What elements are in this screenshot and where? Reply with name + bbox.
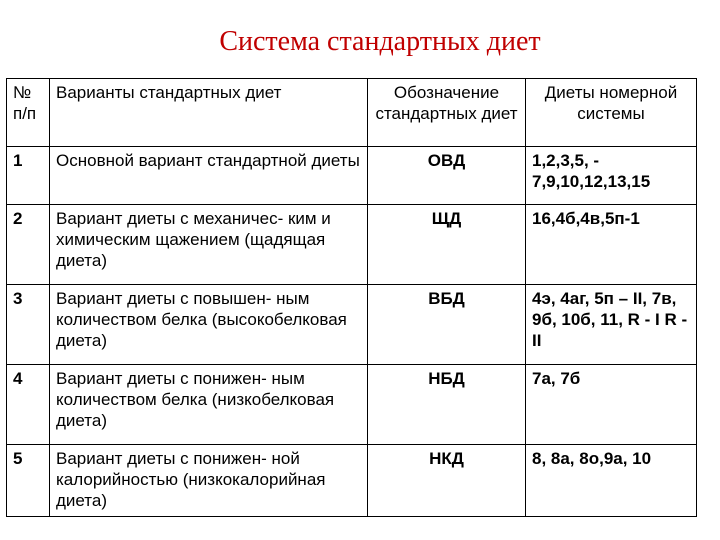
cell-number: 2 — [7, 205, 50, 285]
cell-number: 4 — [7, 365, 50, 445]
cell-code: ОВД — [368, 147, 526, 205]
col-header-variants: Варианты стандартных диет — [50, 79, 368, 147]
cell-code: НБД — [368, 365, 526, 445]
cell-variant: Вариант диеты с понижен- ной калорийностью (низкокалорийная диета) — [50, 445, 368, 517]
table-row — [7, 445, 697, 517]
cell-variant: Вариант диеты с механичес- ким и химическим щажением (щадящая диета) — [50, 205, 368, 285]
table-row — [7, 365, 697, 445]
cell-code: ВБД — [368, 285, 526, 365]
diets-table — [6, 78, 697, 517]
cell-variant: Вариант диеты с понижен- ным количеством белка (низкобелковая диета) — [50, 365, 368, 445]
cell-diets: 8, 8а, 8о,9а, 10 — [526, 445, 697, 517]
cell-diets: 1,2,3,5, - 7,9,10,12,13,15 — [526, 147, 697, 205]
table-row — [7, 147, 697, 205]
cell-number: 5 — [7, 445, 50, 517]
cell-number: 1 — [7, 147, 50, 205]
table-row — [7, 205, 697, 285]
cell-diets: 7а, 7б — [526, 365, 697, 445]
page-title: Система стандартных диет — [219, 26, 541, 57]
cell-number: 3 — [7, 285, 50, 365]
col-header-numbered-diets: Диеты номерной системы — [526, 79, 697, 147]
cell-code: ЩД — [368, 205, 526, 285]
table-row — [7, 285, 697, 365]
cell-diets: 16,4б,4в,5п-1 — [526, 205, 697, 285]
table-header-row — [7, 79, 697, 147]
cell-variant: Вариант диеты с повышен- ным количеством белка (высокобелковая диета) — [50, 285, 368, 365]
cell-code: НКД — [368, 445, 526, 517]
col-header-designation: Обозначение стандартных диет — [368, 79, 526, 147]
cell-diets: 4э, 4аг, 5п – II, 7в, 9б, 10б, 11, R - I R - II — [526, 285, 697, 365]
cell-variant: Основной вариант стандартной диеты — [50, 147, 368, 205]
col-header-number: № п/п — [7, 79, 50, 147]
